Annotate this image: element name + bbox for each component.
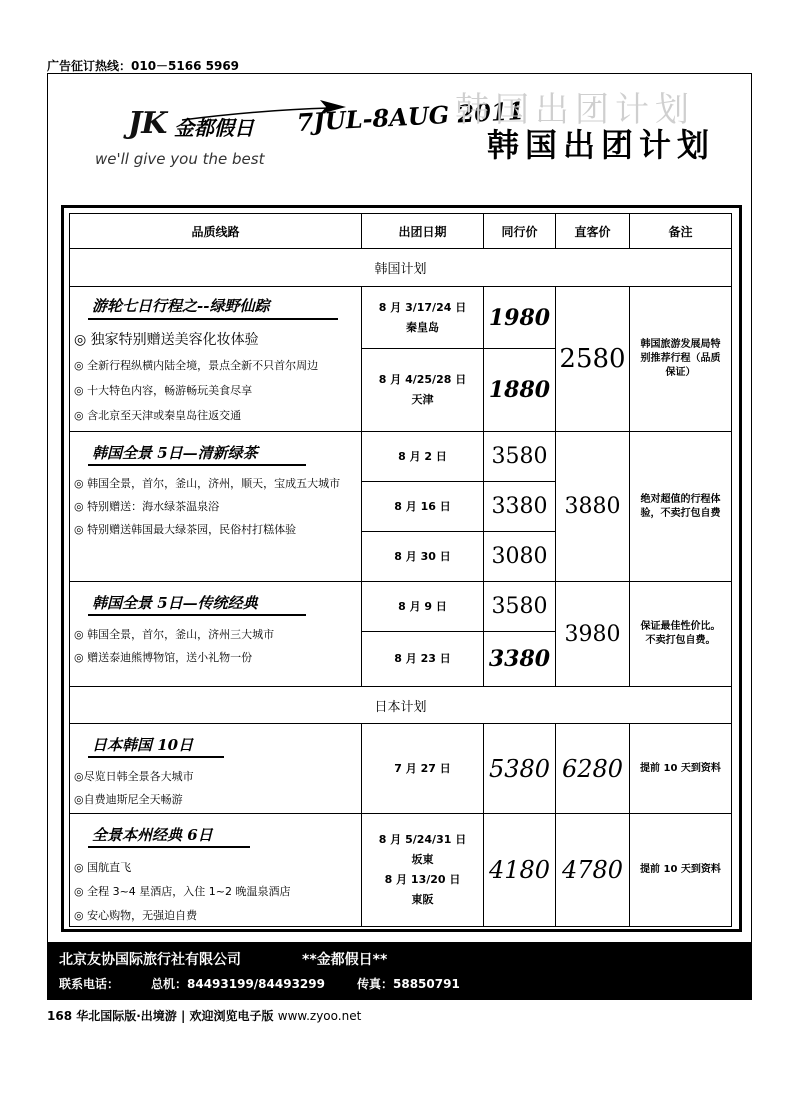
route4-underline [88, 756, 224, 758]
route1-highlight: ◎ 独家特别赠送美容化妆体验 [74, 332, 259, 348]
route3-date1: 8 月 9 日 [361, 581, 484, 632]
route4-date: 7 月 27 日 [361, 723, 484, 814]
route5-underline [88, 846, 250, 848]
route3-underline [88, 614, 306, 616]
route1-note: 韩国旅游发展局特别推荐行程（品质保证） [629, 286, 732, 432]
tour-dates: 7JUL-8AUG 2011 [296, 96, 525, 137]
route5-bullet: ◎ 全程 3~4 星酒店，入住 1~2 晚温泉酒店 [74, 885, 291, 898]
route2-bullet: ◎ 特别赠送：海水绿茶温泉浴 [74, 500, 220, 513]
logo-chinese: 金都假日 [174, 116, 254, 140]
route5-place2: 東阪 [411, 893, 434, 906]
route2-cell [69, 431, 362, 582]
route3-title: 韩国全景 5日—传统经典 [92, 594, 258, 612]
route2-date3: 8 月 30 日 [361, 531, 484, 582]
route1-date2: 8 月 4/25/28 日 [378, 373, 467, 386]
route1-date1: 8 月 3/17/24 日 [378, 300, 467, 314]
slogan: we'll give you the best [95, 150, 265, 168]
logo-jk: JK [128, 106, 167, 141]
ad-hotline: 广告征订热线：010－5166 5969 [47, 59, 240, 73]
route5-date1: 8 月 5/24/31 日 [378, 833, 467, 846]
route4-title: 日本韩国 10日 [92, 736, 194, 754]
section-korea: 韩国计划 [69, 248, 732, 287]
route1-direct-price: 2580 [555, 286, 630, 432]
page-footer [47, 1007, 361, 1024]
tour-table [61, 205, 742, 932]
route1-bullet: ◎ 含北京至天津或秦皇岛往返交通 [74, 409, 242, 422]
route1-port1: 秦皇岛 [406, 320, 439, 334]
main-phone: 总机：84493199/84493299 [151, 977, 325, 991]
route1-price1: 1980 [483, 286, 556, 349]
route5-note: 提前 10 天到资料 [629, 813, 732, 927]
route2-price3: 3080 [483, 531, 556, 582]
route2-bullet: ◎ 特别赠送韩国最大绿茶园，民俗村打糕体验 [74, 523, 297, 536]
route1-bullet: ◎ 全新行程纵横内陆全境，景点全新不只首尔周边 [74, 359, 319, 372]
website-link[interactable]: www.zyoo.net [277, 1009, 362, 1023]
route1-cell [69, 286, 362, 432]
route5-title: 全景本州经典 6日 [92, 826, 213, 844]
fax-number: 传真：58850791 [357, 977, 460, 991]
route5-bullet: ◎ 国航直飞 [74, 861, 132, 874]
header-date: 出团日期 [361, 213, 484, 249]
route3-bullet: ◎ 赠送泰迪熊博物馆，送小礼物一份 [74, 651, 253, 664]
route2-date1: 8 月 2 日 [361, 431, 484, 482]
route3-note: 保证最佳性价比。不卖打包自费。 [629, 581, 732, 687]
route2-date2: 8 月 16 日 [361, 481, 484, 532]
company-name: 北京友协国际旅行社有限公司 [59, 952, 241, 968]
route3-date2: 8 月 23 日 [361, 631, 484, 687]
footer-brand: **金都假日** [302, 952, 388, 968]
route1-underline [88, 318, 338, 320]
header-direct-price: 直客价 [555, 213, 630, 249]
route4-note: 提前 10 天到资料 [629, 723, 732, 814]
publication-name: 华北国际版·出境游 | 欢迎浏览电子版 [76, 1009, 274, 1023]
route2-price1: 3580 [483, 431, 556, 482]
route2-underline [88, 464, 306, 466]
route2-direct-price: 3880 [555, 431, 630, 582]
route4-cell [69, 723, 362, 814]
footer-bar [47, 942, 752, 1000]
route5-price: 4180 [483, 813, 556, 927]
route4-bullet: ◎尽览日韩全景各大城市 [74, 770, 194, 783]
route2-bullet: ◎ 韩国全景，首尔，釜山，济州，顺天，宝成五大城市 [74, 477, 341, 490]
route1-bullet: ◎ 十大特色内容，畅游畅玩美食尽享 [74, 384, 253, 397]
contact-label: 联系电话： [59, 977, 120, 991]
route5-dates-cell [361, 813, 484, 927]
header-remarks: 备注 [629, 213, 732, 249]
route4-bullet: ◎自费迪斯尼全天畅游 [74, 793, 183, 806]
header-route: 品质线路 [69, 213, 362, 249]
route3-direct-price: 3980 [555, 581, 630, 687]
route1-port2: 天津 [411, 393, 434, 406]
route5-cell [69, 813, 362, 927]
route2-price2: 3380 [483, 481, 556, 532]
route4-price: 5380 [483, 723, 556, 814]
page-number: 168 [47, 1009, 73, 1023]
route1-date1-cell [361, 286, 484, 349]
route5-date2: 8 月 13/20 日 [384, 873, 461, 886]
title-ghost: 韩国出团计划 [455, 90, 695, 130]
route1-title: 游轮七日行程之--绿野仙踪 [92, 297, 270, 315]
route5-direct-price: 4780 [555, 813, 630, 927]
section-japan: 日本计划 [69, 686, 732, 724]
header-trade-price: 同行价 [483, 213, 556, 249]
page-title: 韩国出团计划 [487, 126, 716, 164]
route5-bullet: ◎ 安心购物，无强迫自费 [74, 909, 198, 922]
route1-date2-cell [361, 348, 484, 432]
route2-title: 韩国全景 5日—清新绿茶 [92, 444, 258, 462]
route3-cell [69, 581, 362, 687]
route3-price1: 3580 [483, 581, 556, 632]
route2-note: 绝对超值的行程体验，不卖打包自费 [629, 431, 732, 582]
route1-price2: 1880 [483, 348, 556, 432]
route3-bullet: ◎ 韩国全景，首尔，釜山，济州三大城市 [74, 628, 275, 641]
route3-price2: 3380 [483, 631, 556, 687]
route4-direct-price: 6280 [555, 723, 630, 814]
route5-place1: 坂東 [411, 853, 434, 866]
